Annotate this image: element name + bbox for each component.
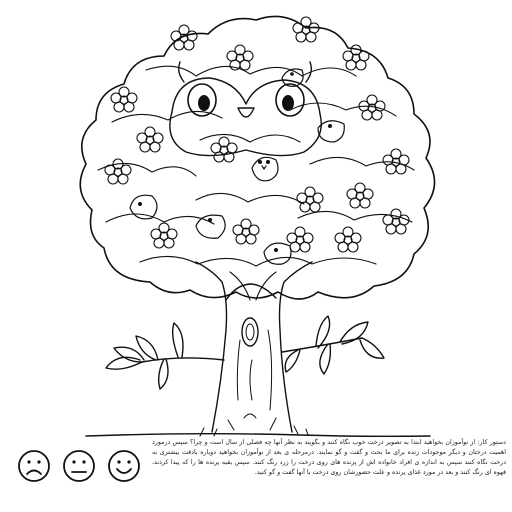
sad-face-icon[interactable] <box>19 451 49 481</box>
happy-face-icon[interactable] <box>109 451 139 481</box>
worksheet-instructions: دستور کار: از نوآموزان بخواهید ابتدا به تصویر درخت خوب نگاه کنند و بگویند به نظر آنها چه فصلی از سال است و چرا؟ سپس درمورد اهمیت درختان و دیگر موجودات زنده برای ما بحث و گفت و گو نمایند. درمرحله ی بعد از نوآموزان بخواهید دوباره بادقت بیشتری به درخت نگاه کنند سپس به اندازه ی افراد خانواده اش از پرنده های روی درخت را زرد رنگ کنند. سپس بقیه پرنده ها را که پیدا کردند، قهوه ای رنگ کنند و بعد در مورد غذای پرنده و علت حضورشان روی درخت با آنها گفت و گو کنید. <box>152 439 506 476</box>
ground-line <box>86 434 430 437</box>
tree-trunk <box>196 262 312 432</box>
side-branches <box>106 316 384 389</box>
canopy-lobes <box>98 66 414 266</box>
neutral-face-icon[interactable] <box>64 451 94 481</box>
rating-faces <box>14 446 144 486</box>
tree-canopy-outline <box>80 16 434 299</box>
